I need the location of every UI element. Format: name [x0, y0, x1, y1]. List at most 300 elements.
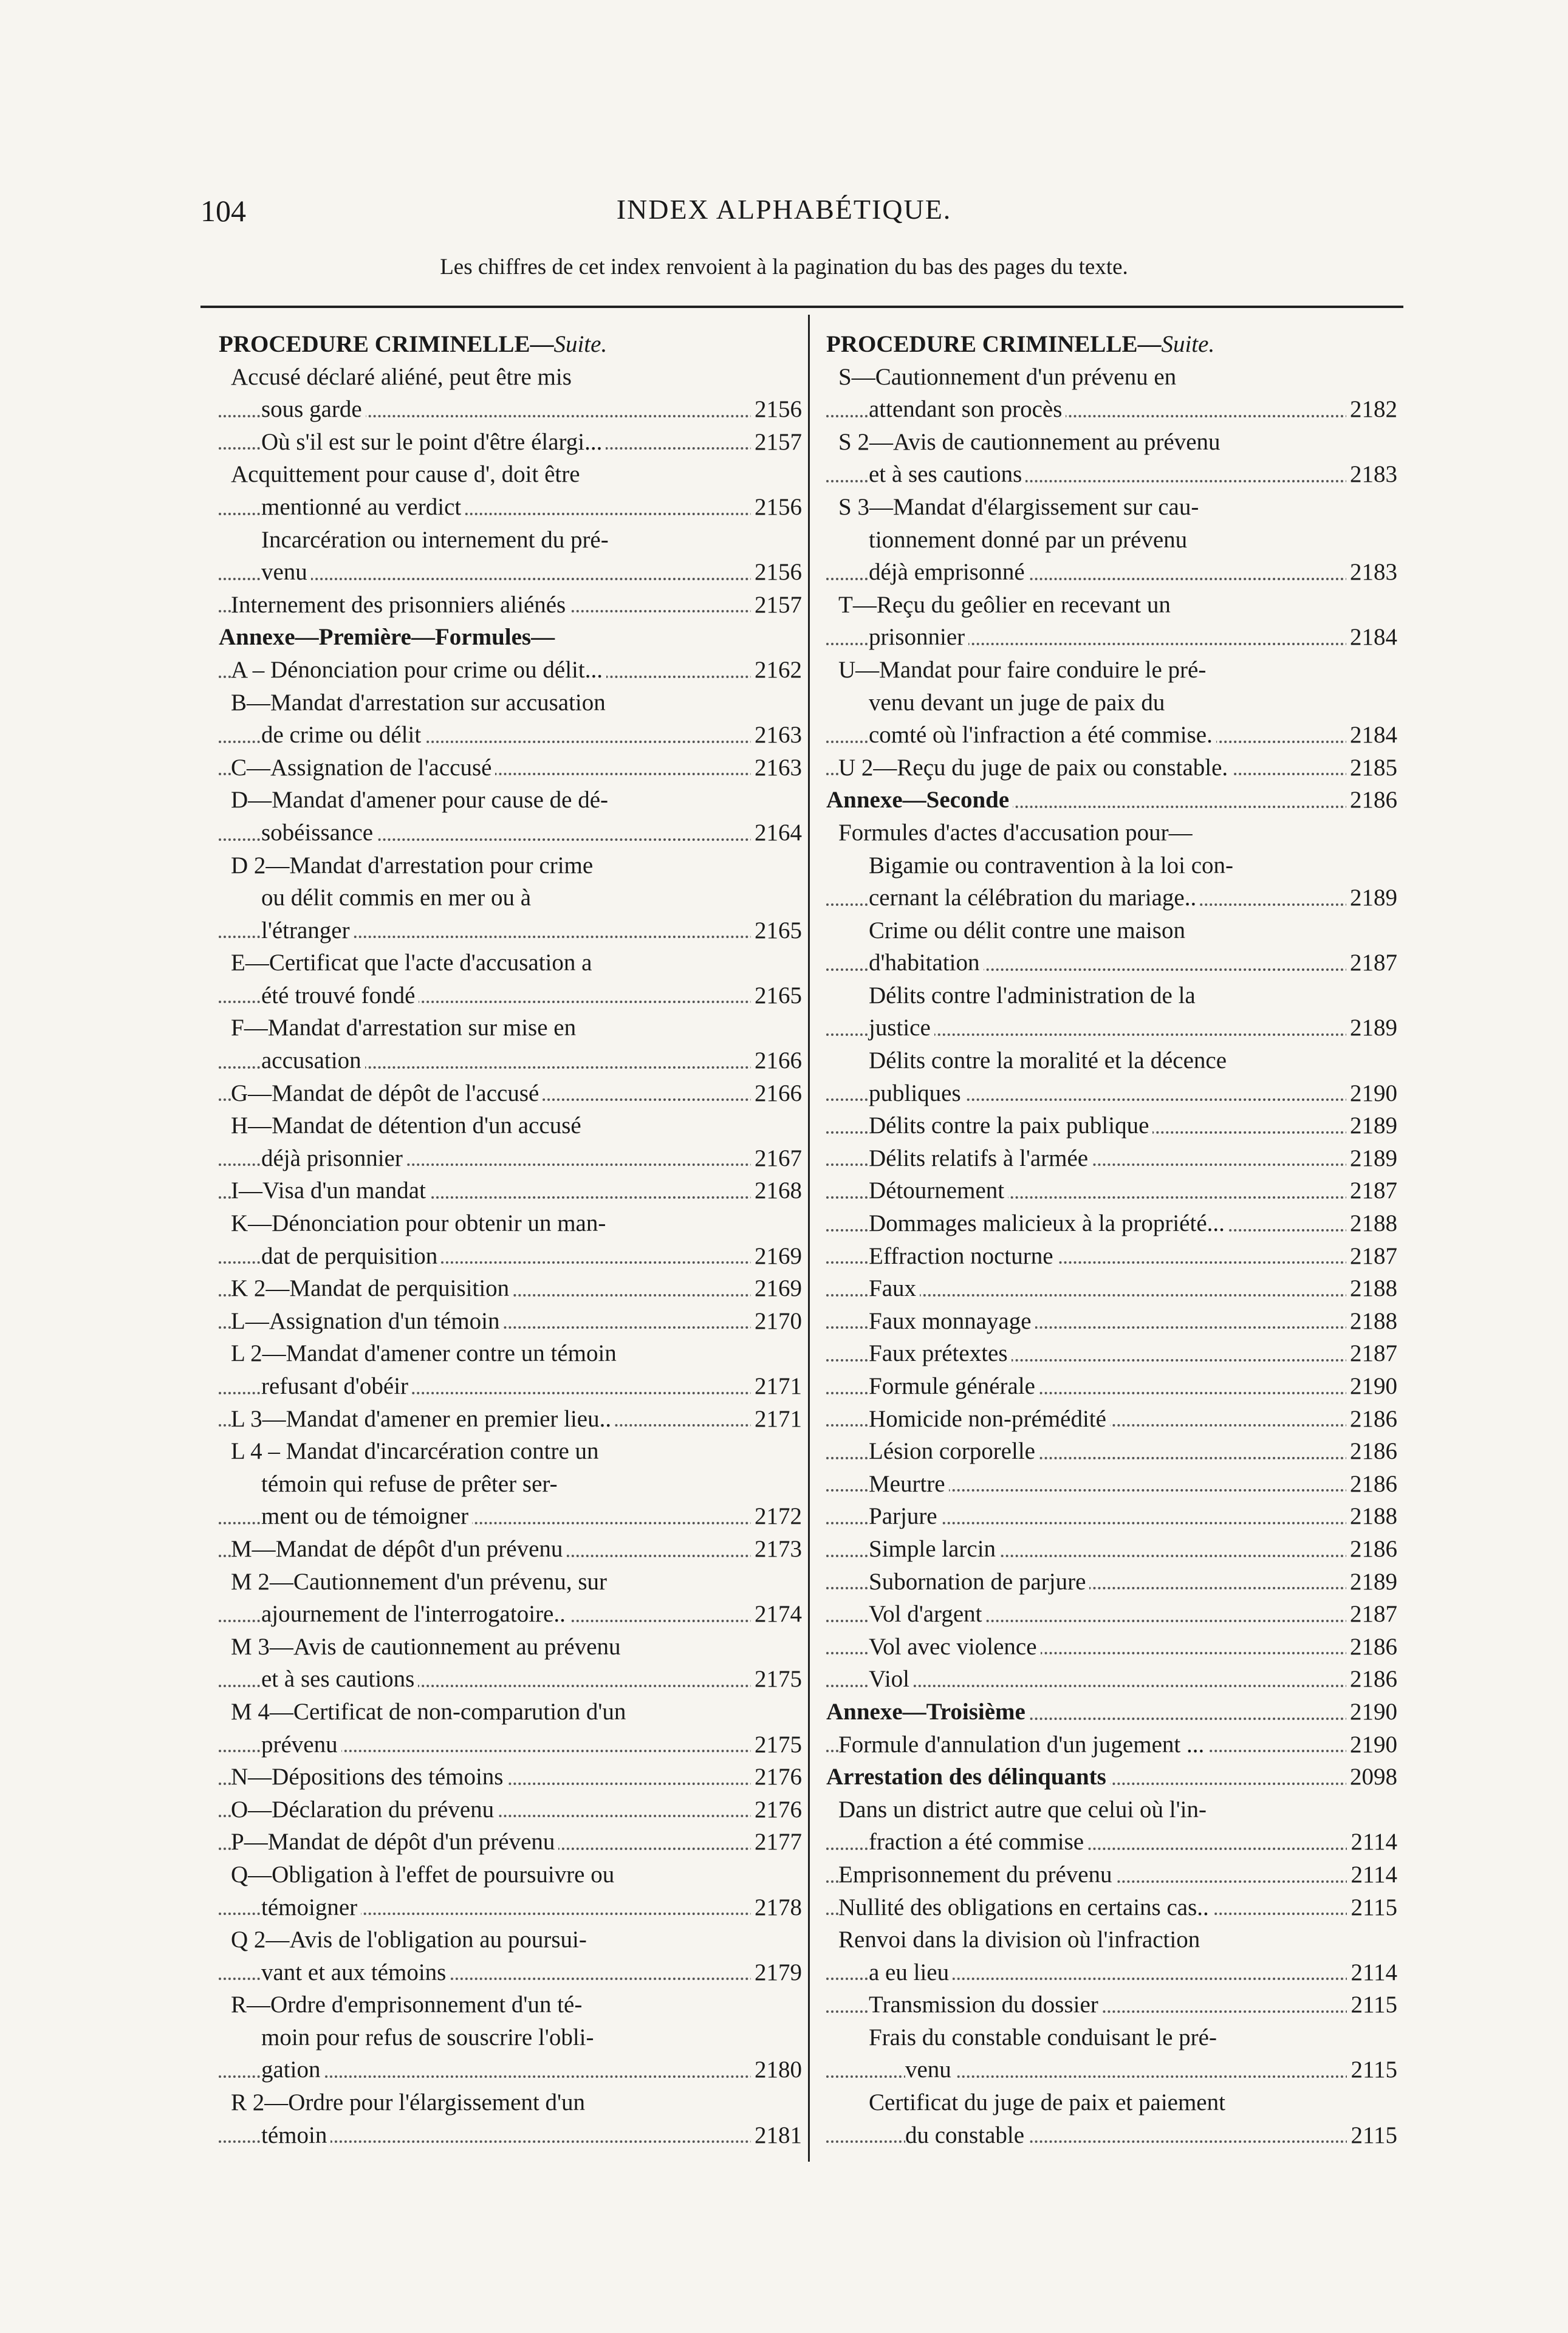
index-entry	[826, 1956, 1397, 1989]
index-entry	[826, 1891, 1397, 1924]
entry-text: Parjure	[869, 1503, 941, 1529]
index-entry	[219, 491, 802, 524]
index-entry	[219, 654, 802, 687]
page-reference: 2189	[1346, 882, 1397, 914]
page-reference: 2157	[751, 426, 802, 459]
page-reference: 2188	[1346, 1500, 1397, 1533]
entry-text: Effraction nocturne	[869, 1243, 1057, 1269]
page-reference: 2156	[751, 491, 802, 524]
index-entry	[826, 1924, 1397, 1956]
page-reference: 2162	[751, 654, 802, 687]
index-entry	[219, 1793, 802, 1826]
entry-text: H—Mandat de détention d'un accusé	[231, 1112, 585, 1139]
page-reference: 2185	[1346, 752, 1397, 784]
index-entry	[826, 556, 1397, 589]
entry-text: Délits contre la paix publique	[869, 1112, 1152, 1139]
entry-text: R—Ordre d'emprisonnement d'un té-	[231, 1992, 586, 2018]
entry-text: Arrestation des délinquants	[826, 1764, 1110, 1790]
entry-text: Crime ou délit contre une maison	[869, 917, 1189, 944]
entry-text: D 2—Mandat d'arrestation pour crime	[231, 852, 597, 879]
page-number: 104	[200, 194, 246, 228]
entry-text: prévenu	[261, 1732, 341, 1758]
page-reference: 2186	[1346, 1631, 1397, 1663]
entry-text: sous garde	[261, 396, 366, 422]
entry-text: U 2—Reçu du juge de paix ou constable.	[838, 755, 1231, 781]
page-reference: 2177	[751, 1826, 802, 1859]
entry-text: L 4 – Mandat d'incarcération contre un	[231, 1438, 603, 1464]
index-entry	[219, 1761, 802, 1793]
index-entry	[826, 752, 1397, 784]
index-entry	[826, 1533, 1397, 1566]
page-reference: 2183	[1346, 458, 1397, 491]
entry-text: L 2—Mandat d'amener contre un témoin	[231, 1340, 620, 1366]
index-entry	[219, 1696, 802, 1728]
entry-text: Faux prétextes	[869, 1340, 1012, 1366]
index-entry	[826, 1566, 1397, 1598]
index-entry	[219, 1044, 802, 1077]
entry-text: accusation	[261, 1047, 365, 1074]
index-entry	[826, 621, 1397, 654]
page-reference: 2187	[1346, 1337, 1397, 1370]
entry-text: Vol d'argent	[869, 1601, 986, 1627]
index-entry	[219, 817, 802, 849]
entry-text: P—Mandat de dépôt d'un prévenu	[231, 1829, 558, 1855]
entry-text: Où s'il est sur le point d'être élargi...	[261, 429, 606, 455]
entry-text: prisonnier	[869, 624, 968, 650]
entry-text: Internement des prisonniers aliénés	[231, 592, 569, 618]
entry-text: fraction a été commise	[869, 1829, 1087, 1855]
page-reference: 2172	[751, 1500, 802, 1533]
entry-text: G—Mandat de dépôt de l'accusé	[231, 1080, 543, 1106]
index-entry	[826, 1793, 1397, 1826]
index-entry	[219, 1305, 802, 1338]
index-entry	[826, 784, 1397, 817]
index-entry	[219, 947, 802, 979]
entry-suite: Suite.	[1161, 331, 1215, 357]
entry-text: été trouvé fondé	[261, 982, 419, 1009]
index-entry	[219, 1566, 802, 1598]
entry-text: venu	[905, 2057, 955, 2083]
page-reference: 2186	[1346, 784, 1397, 817]
index-entry	[826, 524, 1397, 557]
index-entry	[826, 1337, 1397, 1370]
index-entry	[219, 1272, 802, 1305]
index-entry	[826, 458, 1397, 491]
page-reference: 2186	[1346, 1403, 1397, 1436]
page-reference: 2187	[1346, 1174, 1397, 1207]
index-entry	[826, 1174, 1397, 1207]
entry-text: Emprisonnement du prévenu	[838, 1862, 1116, 1888]
index-entry	[826, 1403, 1397, 1436]
index-entry	[219, 361, 802, 394]
index-entry	[219, 719, 802, 752]
page-reference: 2179	[751, 1956, 802, 1989]
entry-text: Délits contre la moralité et la décence	[869, 1047, 1230, 1074]
page-reference: 2186	[1346, 1468, 1397, 1501]
entry-text: PROCEDURE CRIMINELLE—Suite.	[826, 331, 1218, 357]
index-entry	[219, 1728, 802, 1761]
index-entry	[219, 784, 802, 817]
index-entry	[826, 1305, 1397, 1338]
page-reference: 2176	[751, 1761, 802, 1793]
entry-text: et à ses cautions	[261, 1666, 418, 1692]
entry-text: Nullité des obligations en certains cas..	[838, 1894, 1213, 1920]
entry-text: Subornation de parjure	[869, 1569, 1089, 1595]
entry-text: S 3—Mandat d'élargissement sur cau-	[838, 494, 1202, 520]
index-entry	[219, 1174, 802, 1207]
index-entry	[219, 1337, 802, 1370]
index-entry	[826, 1142, 1397, 1175]
index-entry	[826, 1077, 1397, 1110]
index-note: Les chiffres de cet index renvoient à la pagination du bas des pages du texte.	[440, 255, 1128, 279]
index-entry	[219, 687, 802, 719]
page-reference: 2167	[751, 1142, 802, 1175]
index-entry	[826, 1012, 1397, 1044]
index-entry	[219, 393, 802, 426]
entry-text: vant et aux témoins	[261, 1959, 450, 1985]
index-entry	[826, 1859, 1397, 1891]
page-reference: 2164	[751, 817, 802, 849]
index-entry	[219, 1142, 802, 1175]
index-column-right	[826, 328, 1397, 2151]
page-reference: 2190	[1346, 1370, 1397, 1403]
entry-text: déjà emprisonné	[869, 559, 1029, 585]
entry-text: Détournement	[869, 1177, 1008, 1204]
index-entry	[826, 1696, 1397, 1728]
page-title: INDEX ALPHABÉTIQUE.	[616, 194, 952, 225]
index-entry	[826, 687, 1397, 719]
index-entry	[219, 1924, 802, 1956]
index-entry	[219, 621, 802, 654]
index-entry	[219, 1663, 802, 1696]
entry-text: ment ou de témoigner	[261, 1503, 472, 1529]
index-entry	[219, 1859, 802, 1891]
index-entry	[826, 2054, 1397, 2086]
index-entry	[826, 1631, 1397, 1663]
page-reference: 2170	[751, 1305, 802, 1338]
entry-text: sobéissance	[261, 820, 377, 846]
page-reference: 2156	[751, 556, 802, 589]
index-entry	[826, 1500, 1397, 1533]
entry-text: comté où l'infraction a été commise.	[869, 722, 1216, 748]
index-entry	[219, 589, 802, 622]
page-reference: 2166	[751, 1044, 802, 1077]
page-reference: 2190	[1346, 1077, 1397, 1110]
entry-text: de crime ou délit	[261, 722, 425, 748]
entry-text: Dommages malicieux à la propriété...	[869, 1210, 1228, 1236]
index-entry	[219, 2021, 802, 2054]
index-entry	[219, 524, 802, 557]
entry-text: D—Mandat d'amener pour cause de dé-	[231, 787, 612, 813]
index-entry	[219, 556, 802, 589]
page-reference: 2173	[751, 1533, 802, 1566]
index-entry	[219, 1435, 802, 1468]
page-reference: 2165	[751, 914, 802, 947]
index-entry	[219, 914, 802, 947]
entry-text: L 3—Mandat d'amener en premier lieu..	[231, 1406, 615, 1432]
page-reference: 2168	[751, 1174, 802, 1207]
page-reference: 2188	[1346, 1272, 1397, 1305]
page-reference: 2171	[751, 1370, 802, 1403]
entry-text: Faux monnayage	[869, 1308, 1035, 1334]
page-reference: 2163	[751, 719, 802, 752]
page-reference: 2188	[1346, 1207, 1397, 1240]
entry-suite: Suite.	[553, 331, 608, 357]
index-entry	[219, 1109, 802, 1142]
index-entry	[826, 1109, 1397, 1142]
page-reference: 2114	[1347, 1956, 1397, 1989]
page-reference: 2176	[751, 1793, 802, 1826]
index-entry	[826, 1370, 1397, 1403]
entry-text: tionnement donné par un prévenu	[869, 527, 1191, 553]
index-entry	[219, 1370, 802, 1403]
page-reference: 2166	[751, 1077, 802, 1110]
page-reference: 2169	[751, 1272, 802, 1305]
index-entry	[219, 1500, 802, 1533]
entry-text: Dans un district autre que celui où l'in-	[838, 1797, 1210, 1823]
entry-text: Faux	[869, 1275, 920, 1301]
index-column-left	[219, 328, 802, 2151]
page-reference: 2114	[1347, 1859, 1397, 1891]
page-reference: 2169	[751, 1240, 802, 1273]
page-reference: 2181	[751, 2119, 802, 2152]
entry-text: ou délit commis en mer ou à	[261, 885, 535, 911]
entry-text: Homicide non-prémédité	[869, 1406, 1110, 1432]
page-reference: 2115	[1347, 1989, 1397, 2021]
index-entry	[219, 979, 802, 1012]
page-reference: 2186	[1346, 1435, 1397, 1468]
index-entry	[826, 1663, 1397, 1696]
index-entry	[219, 1240, 802, 1273]
index-entry	[219, 1989, 802, 2021]
page-reference: 2188	[1346, 1305, 1397, 1338]
entry-text: T—Reçu du geôlier en recevant un	[838, 592, 1174, 618]
entry-text: PROCEDURE CRIMINELLE—Suite.	[219, 331, 611, 357]
index-entry	[219, 2054, 802, 2086]
index-entry	[826, 1598, 1397, 1631]
index-entry	[219, 752, 802, 784]
entry-text: M 4—Certificat de non-comparution d'un	[231, 1699, 629, 1725]
entry-text: F—Mandat d'arrestation sur mise en	[231, 1015, 580, 1041]
entry-text: Frais du constable conduisant le pré-	[869, 2024, 1221, 2050]
entry-text: cernant la célébration du mariage..	[869, 885, 1200, 911]
index-entry	[219, 2086, 802, 2119]
entry-text: I—Visa d'un mandat	[231, 1177, 430, 1204]
index-entry	[219, 426, 802, 459]
index-entry	[219, 458, 802, 491]
entry-text: a eu lieu	[869, 1959, 953, 1985]
entry-text: N—Dépositions des témoins	[231, 1764, 507, 1790]
entry-text: Lésion corporelle	[869, 1438, 1039, 1464]
index-entry	[219, 1207, 802, 1240]
entry-text: Annexe—Première—Formules—	[219, 624, 558, 650]
page-reference: 2178	[751, 1891, 802, 1924]
entry-text: témoigner	[261, 1894, 361, 1920]
entry-text: gation	[261, 2057, 324, 2083]
page-reference: 2174	[751, 1598, 802, 1631]
page-reference: 2190	[1346, 1696, 1397, 1728]
entry-text: M 2—Cautionnement d'un prévenu, sur	[231, 1569, 611, 1595]
index-entry	[826, 2086, 1397, 2119]
entry-text: S—Cautionnement d'un prévenu en	[838, 364, 1180, 390]
page-reference: 2157	[751, 589, 802, 622]
index-entry	[219, 1403, 802, 1436]
index-entry	[826, 589, 1397, 622]
entry-text: Annexe—Troisième	[826, 1699, 1029, 1725]
page-reference: 2156	[751, 393, 802, 426]
entry-text: Délits relatifs à l'armée	[869, 1145, 1092, 1171]
entry-text: Acquittement pour cause d', doit être	[231, 461, 584, 487]
index-entry	[219, 849, 802, 882]
index-entry	[826, 426, 1397, 459]
index-entry	[219, 1631, 802, 1663]
entry-text: venu devant un juge de paix du	[869, 690, 1168, 716]
entry-text: justice	[869, 1015, 934, 1041]
entry-text: Délits contre l'administration de la	[869, 982, 1199, 1009]
index-entry	[826, 719, 1397, 752]
page-reference: 2115	[1347, 2119, 1397, 2152]
entry-text: d'habitation	[869, 950, 984, 976]
entry-text: R 2—Ordre pour l'élargissement d'un	[231, 2089, 589, 2115]
index-entry	[219, 882, 802, 914]
entry-text: Formule générale	[869, 1373, 1039, 1399]
entry-text: Annexe—Seconde	[826, 787, 1013, 813]
page-reference: 2189	[1346, 1566, 1397, 1598]
index-entry	[826, 979, 1397, 1012]
index-entry	[826, 817, 1397, 849]
entry-text: témoin	[261, 2122, 330, 2148]
entry-text: K—Dénonciation pour obtenir un man-	[231, 1210, 609, 1236]
index-entry	[826, 1207, 1397, 1240]
index-entry	[219, 1077, 802, 1110]
entry-text: M 3—Avis de cautionnement au prévenu	[231, 1634, 625, 1660]
entry-text: L—Assignation d'un témoin	[231, 1308, 504, 1334]
page-reference: 2189	[1346, 1109, 1397, 1142]
entry-text: K 2—Mandat de perquisition	[231, 1275, 513, 1301]
entry-text: Transmission du dossier	[869, 1992, 1102, 2018]
index-entry	[826, 1240, 1397, 1273]
page-reference: 2189	[1346, 1142, 1397, 1175]
page-reference: 2184	[1346, 621, 1397, 654]
index-entry	[826, 849, 1397, 882]
index-entry	[219, 1826, 802, 1859]
page-reference: 2171	[751, 1403, 802, 1436]
entry-text: ajournement de l'interrogatoire..	[261, 1601, 569, 1627]
entry-text: témoin qui refuse de prêter ser-	[261, 1471, 561, 1497]
page-reference: 2189	[1346, 1012, 1397, 1044]
page-reference: 2184	[1346, 719, 1397, 752]
entry-text: M—Mandat de dépôt d'un prévenu	[231, 1536, 566, 1562]
index-entry	[219, 1468, 802, 1501]
page-reference: 2163	[751, 752, 802, 784]
column-divider	[808, 315, 810, 2162]
entry-text: C—Assignation de l'accusé	[231, 755, 495, 781]
entry-text: B—Mandat d'arrestation sur accusation	[231, 690, 609, 716]
index-entry	[826, 947, 1397, 979]
entry-text: Vol avec violence	[869, 1634, 1041, 1660]
entry-text: Q 2—Avis de l'obligation au poursui-	[231, 1927, 591, 1953]
index-entry	[826, 2021, 1397, 2054]
entry-text: attendant son procès	[869, 396, 1066, 422]
entry-text: refusant d'obéir	[261, 1373, 412, 1399]
entry-text: du constable	[905, 2122, 1028, 2148]
page-reference: 2180	[751, 2054, 802, 2086]
page-reference: 2187	[1346, 1598, 1397, 1631]
index-entry	[219, 1891, 802, 1924]
entry-text: Formule d'annulation d'un jugement ...	[838, 1732, 1208, 1758]
index-entry	[826, 1044, 1397, 1077]
entry-text: Meurtre	[869, 1471, 949, 1497]
index-entry	[219, 1533, 802, 1566]
index-entry	[826, 882, 1397, 914]
page-reference: 2186	[1346, 1533, 1397, 1566]
entry-text: publiques	[869, 1080, 965, 1106]
entry-text: l'étranger	[261, 917, 354, 944]
entry-text: A – Dénonciation pour crime ou délit...	[231, 657, 606, 683]
page-reference: 2182	[1346, 393, 1397, 426]
index-entry	[826, 654, 1397, 687]
entry-text: S 2—Avis de cautionnement au prévenu	[838, 429, 1224, 455]
page-reference: 2114	[1347, 1826, 1397, 1859]
index-entry	[826, 1468, 1397, 1501]
entry-text: Formules d'actes d'accusation pour—	[838, 820, 1196, 846]
index-entry	[826, 1435, 1397, 1468]
index-entry	[826, 1728, 1397, 1761]
page-reference: 2115	[1347, 1891, 1397, 1924]
index-entry	[826, 1826, 1397, 1859]
section-heading	[826, 328, 1397, 361]
page-reference: 2190	[1346, 1728, 1397, 1761]
entry-text: Certificat du juge de paix et paiement	[869, 2089, 1229, 2115]
header-rule	[200, 306, 1403, 308]
entry-text: venu	[261, 559, 311, 585]
entry-text: Renvoi dans la division où l'infraction	[838, 1927, 1203, 1953]
entry-text: E—Certificat que l'acte d'accusation a	[231, 950, 595, 976]
index-entry	[219, 1012, 802, 1044]
index-entry	[219, 2119, 802, 2152]
page-reference: 2115	[1347, 2054, 1397, 2086]
entry-text: mentionné au verdict	[261, 494, 465, 520]
page-reference: 2186	[1346, 1663, 1397, 1696]
index-entry	[219, 1956, 802, 1989]
entry-text: et à ses cautions	[869, 461, 1025, 487]
index-entry	[826, 1272, 1397, 1305]
page-reference: 2175	[751, 1663, 802, 1696]
entry-text: Viol	[869, 1666, 913, 1692]
entry-text: Incarcération ou internement du pré-	[261, 527, 612, 553]
entry-text: Accusé déclaré aliéné, peut être mis	[231, 364, 575, 390]
entry-text: Bigamie ou contravention à la loi con-	[869, 852, 1237, 879]
entry-text: U—Mandat pour faire conduire le pré-	[838, 657, 1210, 683]
entry-text: Simple larcin	[869, 1536, 999, 1562]
index-entry	[826, 1989, 1397, 2021]
page-reference: 2165	[751, 979, 802, 1012]
index-entry	[826, 1761, 1397, 1793]
section-heading	[219, 328, 802, 361]
index-entry	[826, 2119, 1397, 2152]
page-reference: 2187	[1346, 1240, 1397, 1273]
index-entry	[826, 491, 1397, 524]
entry-text: moin pour refus de souscrire l'obli-	[261, 2024, 598, 2050]
index-entry	[219, 1598, 802, 1631]
page-reference: 2098	[1346, 1761, 1397, 1793]
page-reference: 2183	[1346, 556, 1397, 589]
entry-text: Q—Obligation à l'effet de poursuivre ou	[231, 1862, 618, 1888]
index-entry	[826, 361, 1397, 394]
index-entry	[826, 393, 1397, 426]
page-reference: 2187	[1346, 947, 1397, 979]
index-entry	[826, 914, 1397, 947]
